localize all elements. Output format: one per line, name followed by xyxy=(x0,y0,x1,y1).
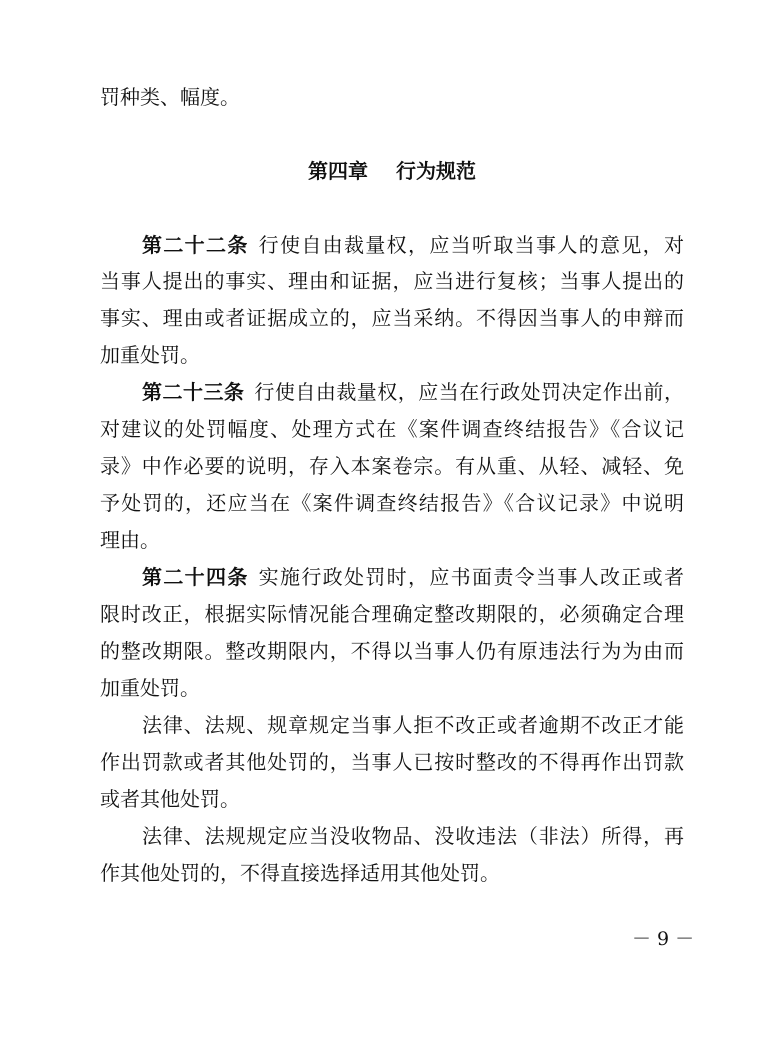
article-24-line-3: 的整改期限。整改期限内，不得以当事人仍有原违法行为为由而 xyxy=(100,639,684,663)
article-22-line-1: 第二十二条 行使自由裁量权，应当听取当事人的意见，对 xyxy=(142,233,685,257)
paragraph-1-line-3: 或者其他处罚。 xyxy=(100,787,240,811)
paragraph-2-line-1: 法律、法规规定应当没收物品、没收违法（非法）所得，再 xyxy=(142,824,684,848)
chapter-number: 第四章 xyxy=(308,159,368,183)
article-23-line-3: 录》中作必要的说明，存入本案卷宗。有从重、从轻、减轻、免 xyxy=(100,454,684,478)
article-22-line-2: 当事人提出的事实、理由和证据，应当进行复核；当事人提出的 xyxy=(100,269,684,293)
paragraph-1-line-2: 作出罚款或者其他处罚的，当事人已按时整改的不得再作出罚款 xyxy=(100,750,684,774)
article-22-line-4: 加重处罚。 xyxy=(100,343,200,367)
article-23-number: 第二十三条 xyxy=(142,380,245,404)
article-24-number: 第二十四条 xyxy=(142,565,249,589)
article-24-line-1: 第二十四条 实施行政处罚时，应书面责令当事人改正或者 xyxy=(142,565,685,589)
chapter-heading xyxy=(0,157,784,185)
chapter-title: 行为规范 xyxy=(396,159,476,183)
article-23-line-5: 理由。 xyxy=(100,528,160,552)
article-23-line-4: 予处罚的，还应当在《案件调查终结报告》《合议记录》中说明 xyxy=(100,491,684,515)
page-number: － 9 － xyxy=(632,928,695,950)
article-22-line-3: 事实、理由或者证据成立的，应当采纳。不得因当事人的申辩而 xyxy=(100,306,684,330)
paragraph-2-line-2: 作其他处罚的，不得直接选择适用其他处罚。 xyxy=(100,861,500,885)
article-23-line-2: 对建议的处罚幅度、处理方式在《案件调查终结报告》《合议记 xyxy=(100,417,684,441)
article-23-line-1: 第二十三条 行使自由裁量权，应当在行政处罚决定作出前， xyxy=(142,380,685,404)
article-24-line-2: 限时改正，根据实际情况能合理确定整改期限的，必须确定合理 xyxy=(100,602,684,626)
article-24-line-4: 加重处罚。 xyxy=(100,676,200,700)
carryover-text: 罚种类、幅度。 xyxy=(100,85,240,109)
article-22-number: 第二十二条 xyxy=(142,233,249,257)
paragraph-1-line-1: 法律、法规、规章规定当事人拒不改正或者逾期不改正才能 xyxy=(142,713,684,737)
